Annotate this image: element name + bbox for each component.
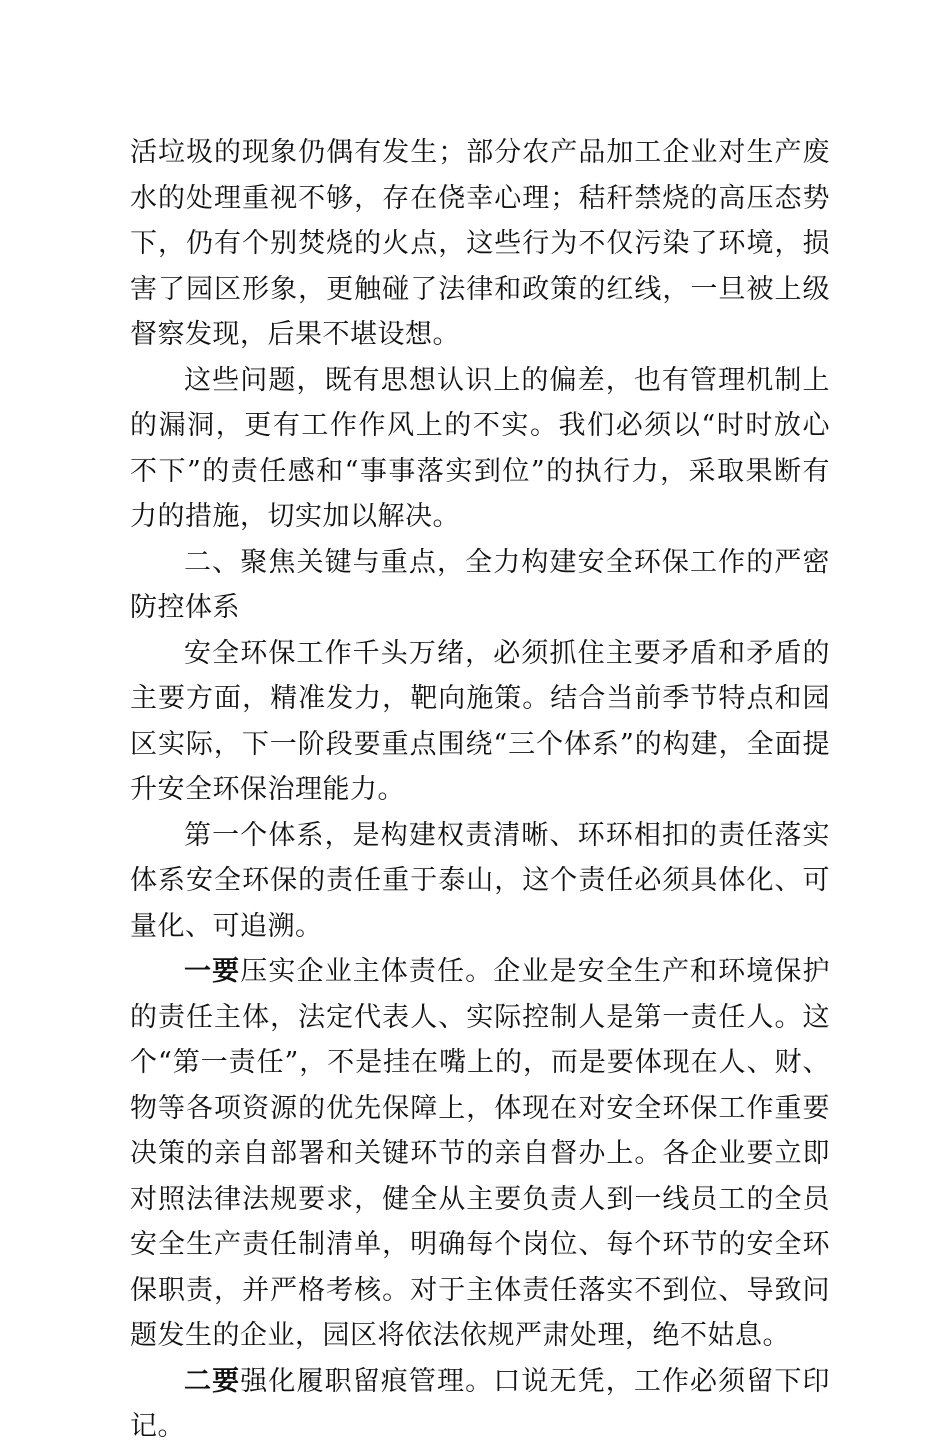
heading-text: 二、聚焦关键与重点，全力构建安全环保工作的严密防控体系 xyxy=(130,546,830,623)
paragraph-1 xyxy=(130,130,830,358)
paragraph-2 xyxy=(130,358,830,540)
paragraph-7 xyxy=(130,1359,830,1450)
paragraph-lead: 二要 xyxy=(184,1365,241,1397)
paragraph-lead: 一要 xyxy=(184,956,241,987)
paragraph-text: 这些问题，既有思想认识上的偏差，也有管理机制上的漏洞，更有工作作风上的不实。我们必须以“时时放心不下”的责任感和“事事落实到位”的执行力，采取果断有力的措施，切实加以解决。 xyxy=(130,364,830,532)
paragraph-6 xyxy=(130,949,830,1359)
document-body xyxy=(130,130,830,1450)
paragraph-text: 压实企业主体责任。企业是安全生产和环境保护的责任主体，法定代表人、实际控制人是第一责任人。这个“第一责任”，不是挂在嘴上的，而是要体现在人、财、物等各项资源的优先保障上，体现在对安全环保工作重要决策的亲自部署和关键环节的亲自督办上。各企业要立即对照法律法规要求，健全从主要负责人到一线员工的全员安全生产责任制清单，明确每个岗位、每个环节的安全环保职责，并严格考核。对于主体责任落实不到位、导致问题发生的企业，园区将依法依规严肃处理，绝不姑息。 xyxy=(130,956,831,1351)
paragraph-text: 第一个体系，是构建权责清晰、环环相扣的责任落实体系安全环保的责任重于泰山，这个责任必须具体化、可量化、可追溯。 xyxy=(130,819,830,942)
paragraph-text: 强化履职留痕管理。口说无凭，工作必须留下印记。 xyxy=(130,1365,831,1442)
section-heading xyxy=(130,540,830,631)
paragraph-4 xyxy=(130,631,830,813)
paragraph-text: 安全环保工作千头万绪，必须抓住主要矛盾和矛盾的主要方面，精准发力，靶向施策。结合当前季节特点和园区实际，下一阶段要重点围绕“三个体系”的构建，全面提升安全环保治理能力。 xyxy=(130,637,830,805)
paragraph-text: 活垃圾的现象仍偶有发生；部分农产品加工企业对生产废水的处理重视不够，存在侥幸心理；秸秆禁烧的高压态势下，仍有个别焚烧的火点，这些行为不仅污染了环境，损害了园区形象，更触碰了法律和政策的红线，一旦被上级督察发现，后果不堪设想。 xyxy=(130,137,830,350)
paragraph-5 xyxy=(130,813,830,950)
